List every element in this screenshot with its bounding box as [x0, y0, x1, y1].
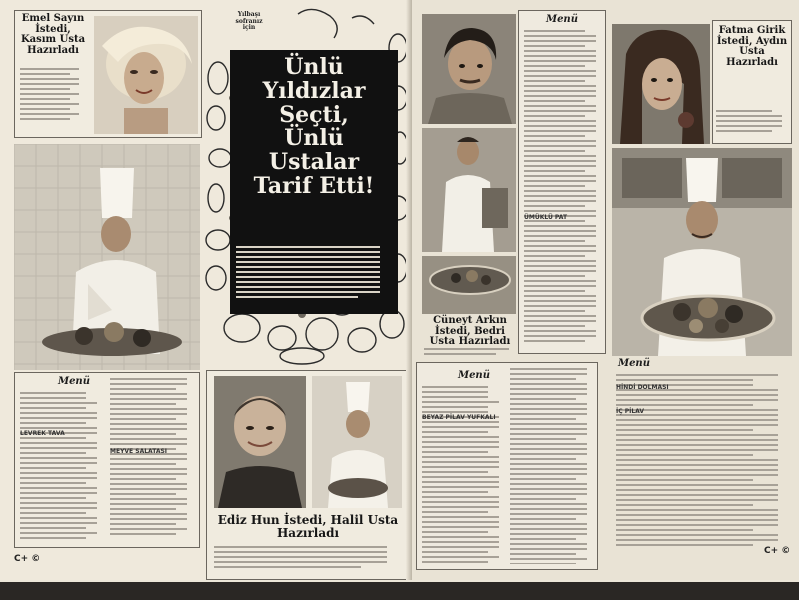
right-page-number: C+ © [764, 546, 791, 556]
ediz-hun-headline: Ediz Hun İstedi, Halil Usta Hazırladı [217, 513, 399, 540]
fatma-menu-text [616, 374, 792, 550]
title-line-5: Ustalar [268, 149, 360, 175]
fatma-menu-label: Menü [618, 358, 650, 369]
emel-menu-label: Menü [58, 376, 90, 387]
emel-sayin-headline: Emel Sayın İstedi, Kasım Usta Hazırladı [20, 13, 86, 56]
title-line-4: Ünlü [284, 125, 344, 152]
cuneyt-menu-label: Menü [546, 14, 578, 25]
feature-title [234, 56, 394, 199]
cuneyt-arkin-caption [424, 348, 516, 358]
cuneyt-arkin-portrait-photo [422, 14, 516, 124]
cuneyt-menu-column [524, 30, 602, 348]
ediz-menu-column-1 [422, 386, 506, 564]
fatma-girik-headline: Fatma Girik İstedi, Aydın Usta Hazırladı [716, 25, 788, 68]
ediz-menu-label: Menü [458, 370, 490, 381]
hindi-dolmasi-heading: HİNDİ DOLMASI [616, 384, 669, 391]
left-page [0, 0, 412, 580]
emel-menu-column-2 [110, 378, 194, 542]
bedri-usta-chef-photo [422, 128, 516, 252]
title-line-3: Seçti, [279, 101, 349, 128]
ediz-hun-portrait-photo [214, 376, 306, 508]
ediz-menu-column-2 [510, 368, 594, 564]
fatma-girik-caption [716, 110, 788, 140]
levrek-tava-heading: LEVREK TAVA [20, 430, 65, 437]
right-page [412, 0, 799, 580]
ic-pilav-heading: İÇ PİLAV [616, 408, 645, 415]
beyaz-pilav-heading: BEYAZ PİLAV YUFKALI [422, 414, 496, 421]
title-line-1: Ünlü [284, 54, 344, 80]
emel-menu-column-1 [20, 392, 104, 542]
title-line-2: Yıldızlar [262, 77, 366, 104]
cuneyt-arkin-headline: Cüneyt Arkın İstedi, Bedri Usta Hazırladı [429, 315, 511, 347]
fatma-girik-portrait-photo [612, 24, 710, 144]
left-page-number: C+ © [14, 554, 41, 564]
feature-intro-text [236, 246, 392, 306]
badge: Yılbaşı sofranız için [235, 11, 263, 32]
aydin-usta-chef-photo [612, 148, 792, 356]
ediz-hun-caption [214, 546, 402, 574]
bedri-usta-dish-photo [422, 256, 516, 314]
umuklu-pat-heading: ÜMÜKLÜ PAT [524, 214, 568, 221]
emel-sayin-caption [20, 68, 84, 134]
title-line-6: Tarif Etti! [253, 172, 375, 199]
meyve-salatasi-heading: MEYVE SALATASI [110, 448, 168, 455]
kasim-usta-chef-photo [14, 144, 200, 370]
emel-sayin-portrait-photo [94, 16, 198, 134]
halil-usta-chef-photo [312, 376, 402, 508]
